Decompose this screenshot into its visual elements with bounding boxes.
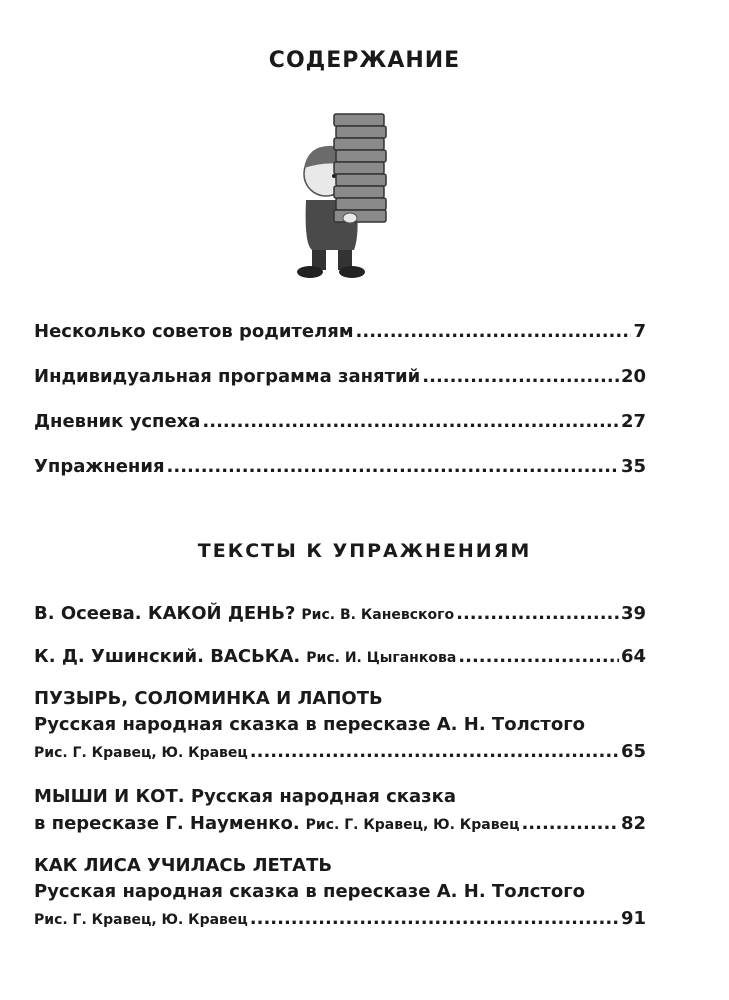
- entry-page: 91: [620, 908, 646, 929]
- entry-subtitle: Русская народная сказка: [190, 786, 456, 807]
- toc-item-page: 7: [633, 321, 646, 342]
- entry-subtitle: в пересказе Г. Науменко.: [34, 813, 300, 834]
- entry-page: 64: [620, 646, 646, 667]
- entry-page: 65: [620, 741, 646, 762]
- entry-title: В. Осеева. КАКОЙ ДЕНЬ?: [34, 603, 296, 624]
- leader-dots: [356, 318, 632, 346]
- page-title: СОДЕРЖАНИЕ: [268, 48, 461, 73]
- entry-credit: Рис. И. Цыганкова: [306, 650, 457, 666]
- toc-item-page: 27: [620, 411, 646, 432]
- entry-page: 82: [620, 813, 646, 834]
- leader-dots: [167, 453, 619, 481]
- toc-item[interactable]: [34, 318, 646, 346]
- toc-item-title: Индивидуальная программа занятий: [34, 366, 421, 387]
- boy-carrying-books-icon: [290, 104, 410, 280]
- toc-main: [34, 318, 646, 481]
- leader-dots: [250, 905, 619, 933]
- leader-dots: [202, 408, 619, 436]
- entry-credit: Рис. Г. Кравец, Ю. Кравец: [34, 745, 248, 761]
- leader-dots: [422, 363, 619, 391]
- toc-item-title: Упражнения: [34, 456, 165, 477]
- leader-dots: [250, 738, 619, 766]
- entry-title: ПУЗЫРЬ, СОЛОМИНКА И ЛАПОТЬ: [34, 688, 383, 709]
- entry-title: К. Д. Ушинский. ВАСЬКА.: [34, 646, 301, 667]
- toc-item[interactable]: [34, 408, 646, 436]
- leader-dots: [456, 600, 619, 628]
- toc-item-title: Несколько советов родителям: [34, 321, 354, 342]
- entry-credit: Рис. Г. Кравец, Ю. Кравец: [305, 817, 520, 833]
- entry-subtitle: Русская народная сказка в пересказе А. Н. Толстого: [34, 881, 585, 902]
- toc-item-title: Дневник успеха: [34, 411, 201, 432]
- entry-credit: Рис. Г. Кравец, Ю. Кравец: [34, 912, 248, 928]
- entry-subtitle: Русская народная сказка в пересказе А. Н. Толстого: [34, 714, 585, 735]
- toc-text-entry[interactable]: [34, 643, 646, 672]
- leader-dots: [458, 643, 619, 671]
- toc-item[interactable]: [34, 453, 646, 481]
- toc-text-entry[interactable]: [34, 600, 646, 629]
- entry-credit: Рис. В. Каневского: [301, 607, 455, 623]
- entry-page: 39: [620, 603, 646, 624]
- toc-text-entry[interactable]: [34, 686, 646, 767]
- toc-item-page: 20: [620, 366, 646, 387]
- toc-text-entry[interactable]: [34, 784, 646, 839]
- toc-text-entry[interactable]: [34, 853, 646, 934]
- entry-title: МЫШИ И КОТ.: [34, 786, 185, 807]
- toc-item[interactable]: [34, 363, 646, 391]
- entry-title: КАК ЛИСА УЧИЛАСЬ ЛЕТАТЬ: [34, 855, 333, 876]
- section-title: ТЕКСТЫ К УПРАЖНЕНИЯМ: [197, 540, 532, 562]
- toc-item-page: 35: [620, 456, 646, 477]
- leader-dots: [521, 810, 618, 838]
